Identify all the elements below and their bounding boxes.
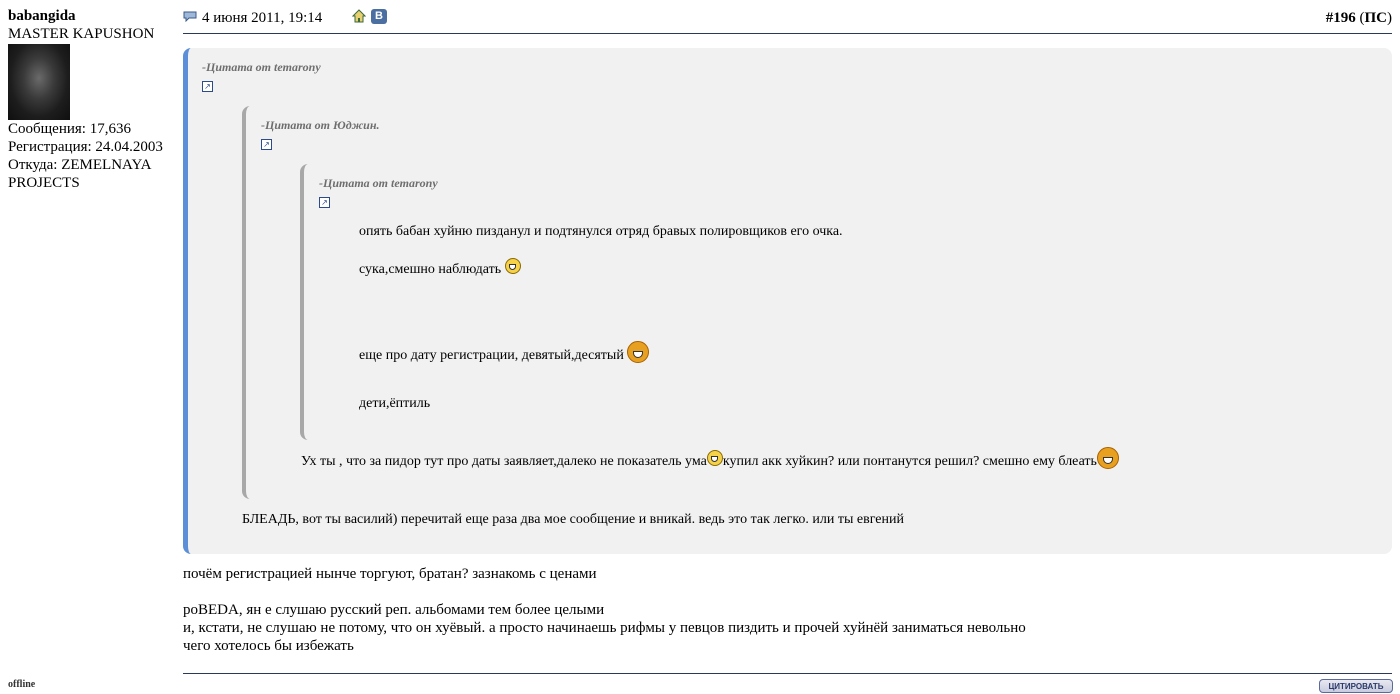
quote-button[interactable]: ЦИТИРОВАТЬ (1319, 679, 1393, 693)
user-from-line1: Откуда: ZEMELNAYA (8, 157, 152, 173)
post-number[interactable] (1326, 10, 1392, 27)
quote-middle-text-part1: Ух ты , что за пидор тут про даты заявляет,далеко не показатель ума (301, 454, 707, 470)
user-info (8, 7, 180, 192)
user-rank: MASTER KAPUSHON (8, 26, 155, 42)
ps-label[interactable]: ПС (1364, 10, 1387, 26)
post (183, 0, 1392, 654)
quote-inner-line2-wrap (359, 262, 521, 278)
avatar[interactable] (8, 44, 70, 120)
quote-inner (300, 164, 1336, 440)
quote-link-icon[interactable]: ↗ (261, 139, 272, 150)
quote-middle-text-wrap (301, 451, 1119, 473)
quote-inner-line2: сука,смешно наблюдать (359, 262, 502, 278)
quote-inner-line3: еще про дату регистрации, девятый,десятый (359, 348, 624, 364)
quote-link-icon[interactable]: ↗ (319, 197, 330, 208)
post-date: 4 июня 2011, 19:14 (202, 10, 323, 26)
message-icon (183, 11, 197, 22)
post-number-value[interactable]: #196 (1325, 10, 1356, 26)
user-messages: Сообщения: 17,636 (8, 121, 131, 137)
quote-link-icon[interactable]: ↗ (202, 81, 213, 92)
quote-inner-header: -Цитата от temarony (319, 176, 438, 190)
post-body-line2: роBEDA, ян е слушаю русский реп. альбомами тем более целыми (183, 602, 605, 618)
quote-middle (242, 106, 1337, 499)
quote-outer-text: БЛЕАДЬ, вот ты василий) перечитай еще раза два мое сообщение и вникай. ведь это так легко. или ты евгений (242, 512, 904, 527)
quote-outer-header: -Цитата от temarony (202, 60, 321, 74)
online-status: offline (8, 679, 36, 690)
quote-inner-line1: опять бабан хуйню пизданул и подтянулся отряд бравых полировщиков его очка. (359, 224, 843, 239)
ps-close: ) (1387, 10, 1392, 26)
quote-middle-text-part2: купил акк хуйкин? или понтанутся решил? смешно ему блеать (722, 454, 1097, 470)
quote-inner-line4: дети,ёптиль (359, 396, 431, 411)
post-footer-divider (183, 673, 1392, 674)
user-registration: Регистрация: 24.04.2003 (8, 139, 163, 155)
quote-inner-line3-wrap (359, 345, 649, 367)
post-body-line4: чего хотелось бы избежать (183, 638, 354, 654)
lion-smiley-icon (1097, 447, 1119, 469)
post-body-gap (183, 583, 1026, 601)
post-body-line3: и, кстати, не слушаю не потому, что он хуёвый. а просто начинаешь рифмы у певцов пиздить и прочей хуйнёй заниматься невольно (183, 620, 1026, 636)
ps-open: ( (1355, 10, 1365, 26)
quote-outer (183, 48, 1392, 554)
grin-smiley-icon (707, 450, 723, 466)
post-body-line1: почём регистрацией нынче торгуют, братан? зазнакомь с ценами (183, 566, 597, 582)
username[interactable]: babangida (8, 8, 76, 24)
post-header (183, 0, 1392, 34)
lion-smiley-icon (627, 341, 649, 363)
user-from-line2: PROJECTS (8, 175, 80, 191)
quote-middle-header: -Цитата от Юджин. (261, 118, 380, 132)
home-icon[interactable] (352, 9, 366, 23)
vk-icon[interactable]: В (371, 9, 387, 24)
post-body (183, 565, 1026, 655)
grin-smiley-icon (505, 258, 521, 274)
